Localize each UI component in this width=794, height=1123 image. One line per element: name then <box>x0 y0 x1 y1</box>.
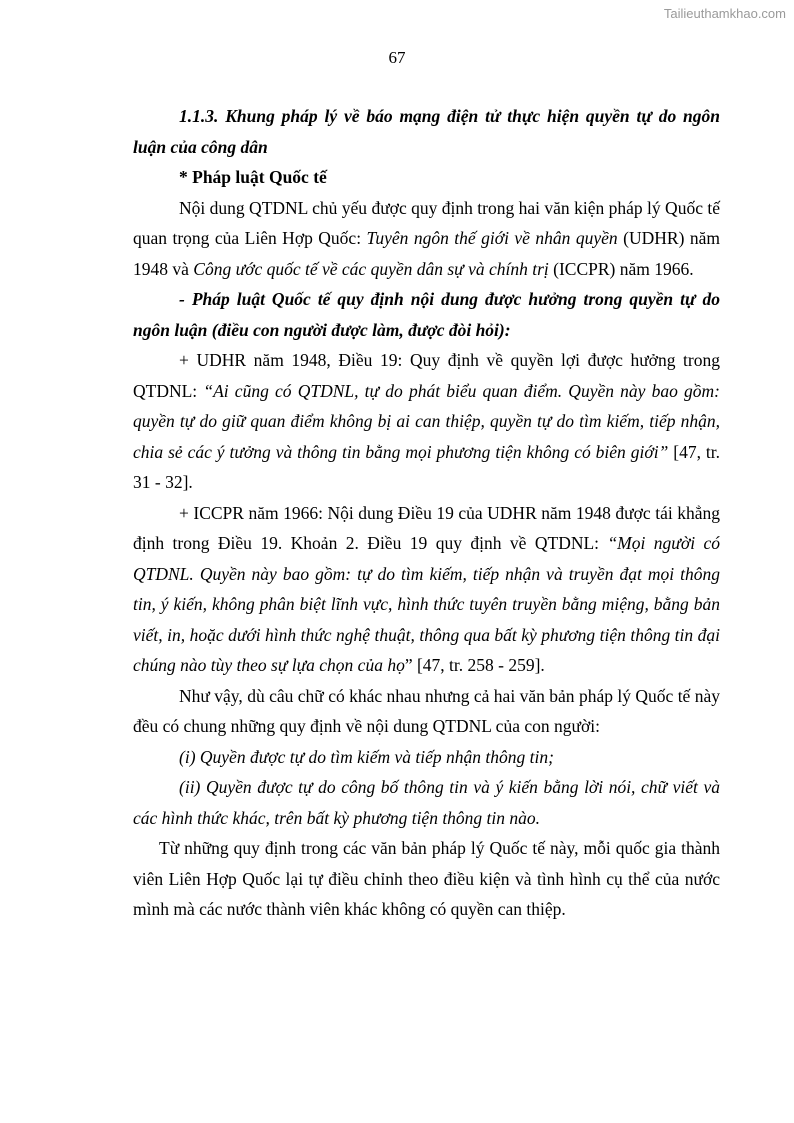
section-heading: 1.1.3. Khung pháp lý về báo mạng điện tử thực hiện quyền tự do ngôn luận của công dân <box>133 106 720 157</box>
paragraph-iccpr <box>133 498 720 681</box>
iccpr-lead: + ICCPR năm 1966: Nội dung Điều 19 của UDHR năm 1948 được tái khẳng định trong Điều 19. Khoản 2. Điều 19 quy định về QTDNL: <box>133 502 720 553</box>
paragraph-summary: Như vậy, dù câu chữ có khác nhau nhưng cả hai văn bản pháp lý Quốc tế này đều có chung những quy định về nội dung QTDNL của con người: <box>133 685 720 736</box>
paragraph-closing: Từ những quy định trong các văn bản pháp lý Quốc tế này, mỗi quốc gia thành viên Liên Hợp Quốc lại tự điều chỉnh theo điều kiện và tình hình cụ thể của nước mình mà các nước thành viên khác không có quyền can thiệp. <box>133 838 720 919</box>
paragraph-udhr <box>133 345 720 498</box>
list-item-1: (i) Quyền được tự do tìm kiếm và tiếp nhận thông tin; <box>179 746 554 767</box>
intro-text: Nội dung QTDNL chủ yếu được quy định trong hai văn kiện pháp lý Quốc tế quan trọng của Liên Hợp Quốc: <box>133 197 720 248</box>
udhr-quote: “Ai cũng có QTDNL, tự do phát biểu quan điểm. Quyền này bao gồm: quyền tự do giữ quan điểm không bị ai can thiệp, quyền tự do tìm kiếm, tiếp nhận, chia sẻ các ý tưởng và thông tin bằng mọi phương tiện không có biên giới” <box>133 380 720 462</box>
intro-text-2: (UDHR) năm 1948 và <box>133 228 720 279</box>
list-item-2: (ii) Quyền được tự do công bố thông tin và ý kiến bằng lời nói, chữ viết và các hình thức khác, trên bất kỳ phương tiện thông tin nào. <box>133 777 720 828</box>
watermark: Tailieuthamkhao.com <box>663 6 786 21</box>
iccpr-reference: ” [47, tr. 258 - 259]. <box>404 655 545 675</box>
udhr-lead: + UDHR năm 1948, Điều 19: Quy định về quyền lợi được hưởng trong QTDNL: <box>133 350 720 401</box>
subheading: * Pháp luật Quốc tế <box>179 167 327 187</box>
iccpr-title: Công ước quốc tế về các quyền dân sự và chính trị <box>193 258 549 279</box>
iccpr-quote: “Mọi người có QTDNL. Quyền này bao gồm: tự do tìm kiếm, tiếp nhận và truyền đạt mọi thông tin, ý kiến, không phân biệt lĩnh vực, hình thức tuyên truyền bằng miệng, bằng bản viết, in, hoặc dưới hình thức nghệ thuật, thông qua bất kỳ phương tiện thông tin đại chúng nào tùy theo sự lựa chọn của họ <box>133 533 721 675</box>
paragraph-intro <box>133 193 720 285</box>
udhr-reference: [47, tr. 31 - 32]. <box>133 441 720 492</box>
document-body <box>133 101 720 925</box>
udhr-title: Tuyên ngôn thế giới về nhân quyền <box>366 228 618 248</box>
intro-text-3: (ICCPR) năm 1966. <box>548 258 694 279</box>
page-number: 67 <box>388 48 406 67</box>
bold-point: - Pháp luật Quốc tế quy định nội dung được hưởng trong quyền tự do ngôn luận (điều con người được làm, được đòi hỏi): <box>133 289 720 340</box>
